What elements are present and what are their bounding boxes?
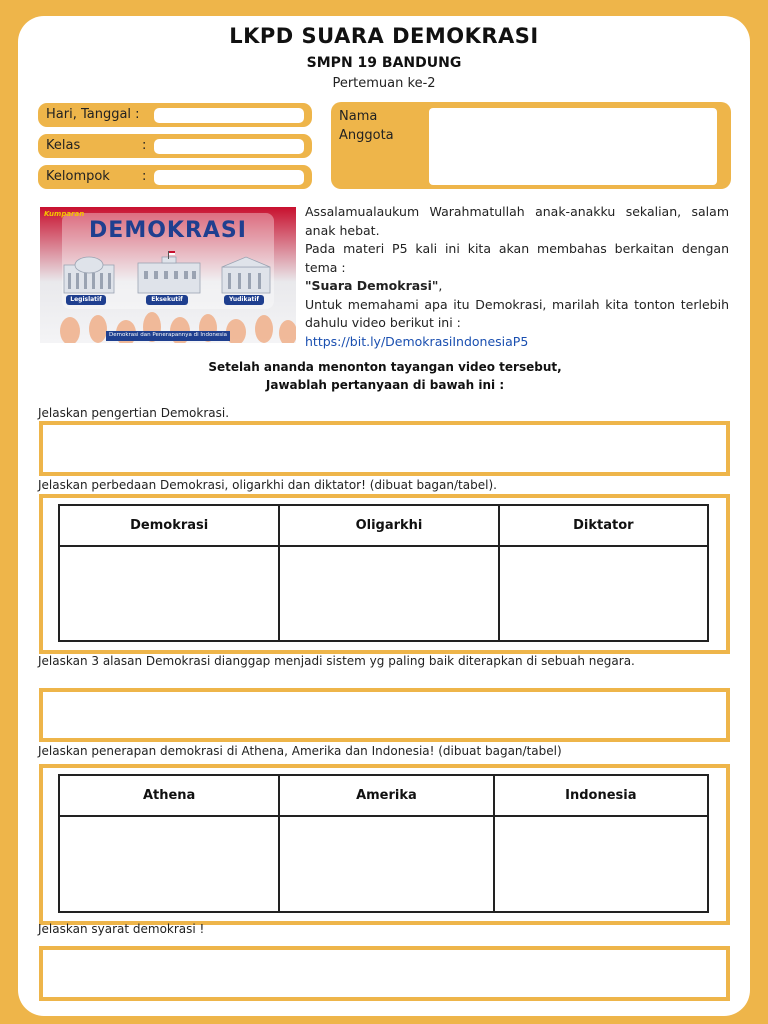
header-democracy: Demokrasi xyxy=(59,505,279,546)
answer-box-1[interactable] xyxy=(39,421,730,476)
banner-caption: Demokrasi dan Penerapannya di Indonesia xyxy=(109,332,227,338)
cell-oligarchy[interactable] xyxy=(279,546,498,641)
group-label: Kelompok xyxy=(46,169,110,184)
members-input[interactable] xyxy=(429,108,717,185)
intro-topic: Pada materi P5 kali ini kita akan membahas berkaitan dengan tema : xyxy=(305,241,729,275)
class-input[interactable] xyxy=(154,139,304,154)
application-table xyxy=(58,774,709,913)
video-link[interactable]: https://bit.ly/DemokrasiIndonesiaP5 xyxy=(305,333,529,349)
members-label: Nama Anggota xyxy=(339,109,394,143)
banner-brand-logo: Kumparan xyxy=(44,210,85,218)
header-indonesia: Indonesia xyxy=(494,775,708,816)
intro-video-instruction: Untuk memahami apa itu Demokrasi, marilah kita tonton terlebih dahulu video berikut ini : xyxy=(305,296,729,330)
header-athens: Athena xyxy=(59,775,279,816)
class-field xyxy=(38,134,312,158)
democracy-banner-image xyxy=(40,207,296,343)
answer-box-3[interactable] xyxy=(39,688,730,742)
banner-title: DEMOKRASI xyxy=(89,218,247,243)
comparison-table xyxy=(58,504,709,642)
question-4: Jelaskan penerapan demokrasi di Athena, Amerika dan Indonesia! (dibuat bagan/tabel) xyxy=(38,744,562,758)
question-2: Jelaskan perbedaan Demokrasi, oligarkhi dan diktator! (dibuat bagan/tabel). xyxy=(38,478,497,492)
cell-athens[interactable] xyxy=(59,816,279,912)
class-colon: : xyxy=(142,138,147,153)
date-field xyxy=(38,103,312,127)
cell-democracy[interactable] xyxy=(59,546,279,641)
theme-name: "Suara Demokrasi" xyxy=(305,278,439,293)
cell-america[interactable] xyxy=(279,816,493,912)
header-dictator: Diktator xyxy=(499,505,708,546)
members-field xyxy=(331,102,731,189)
meeting-number: Pertemuan ke-2 xyxy=(332,76,436,91)
group-field xyxy=(38,165,312,189)
school-name: SMPN 19 BANDUNG xyxy=(306,55,462,71)
intro-theme: "Suara Demokrasi", xyxy=(305,278,443,293)
date-input[interactable] xyxy=(154,108,304,123)
question-3: Jelaskan 3 alasan Demokrasi dianggap menjadi sistem yg paling baik diterapkan di sebuah negara. xyxy=(38,654,635,668)
cell-indonesia[interactable] xyxy=(494,816,708,912)
header-america: Amerika xyxy=(279,775,493,816)
page-title: LKPD SUARA DEMOKRASI xyxy=(229,24,539,48)
intro-text xyxy=(305,203,729,351)
answer-instruction: Setelah ananda menonton tayangan video tersebut, Jawablah pertanyaan di bawah ini : xyxy=(208,360,562,392)
question-5: Jelaskan syarat demokrasi ! xyxy=(38,922,205,936)
intro-greeting: Assalamualaukum Warahmatullah anak-anakku sekalian, salam anak hebat. xyxy=(305,204,729,238)
banner-branch-judicative: Yudikatif xyxy=(228,296,260,303)
header-oligarchy: Oligarkhi xyxy=(279,505,498,546)
answer-box-5[interactable] xyxy=(39,946,730,1001)
class-label: Kelas xyxy=(46,138,81,153)
banner-branch-legislative: Legislatif xyxy=(70,296,102,303)
banner-branch-executive: Eksekutif xyxy=(151,296,183,303)
group-input[interactable] xyxy=(154,170,304,185)
date-label: Hari, Tanggal : xyxy=(46,107,140,122)
question-1: Jelaskan pengertian Demokrasi. xyxy=(38,406,230,420)
group-colon: : xyxy=(142,169,147,184)
cell-dictator[interactable] xyxy=(499,546,708,641)
